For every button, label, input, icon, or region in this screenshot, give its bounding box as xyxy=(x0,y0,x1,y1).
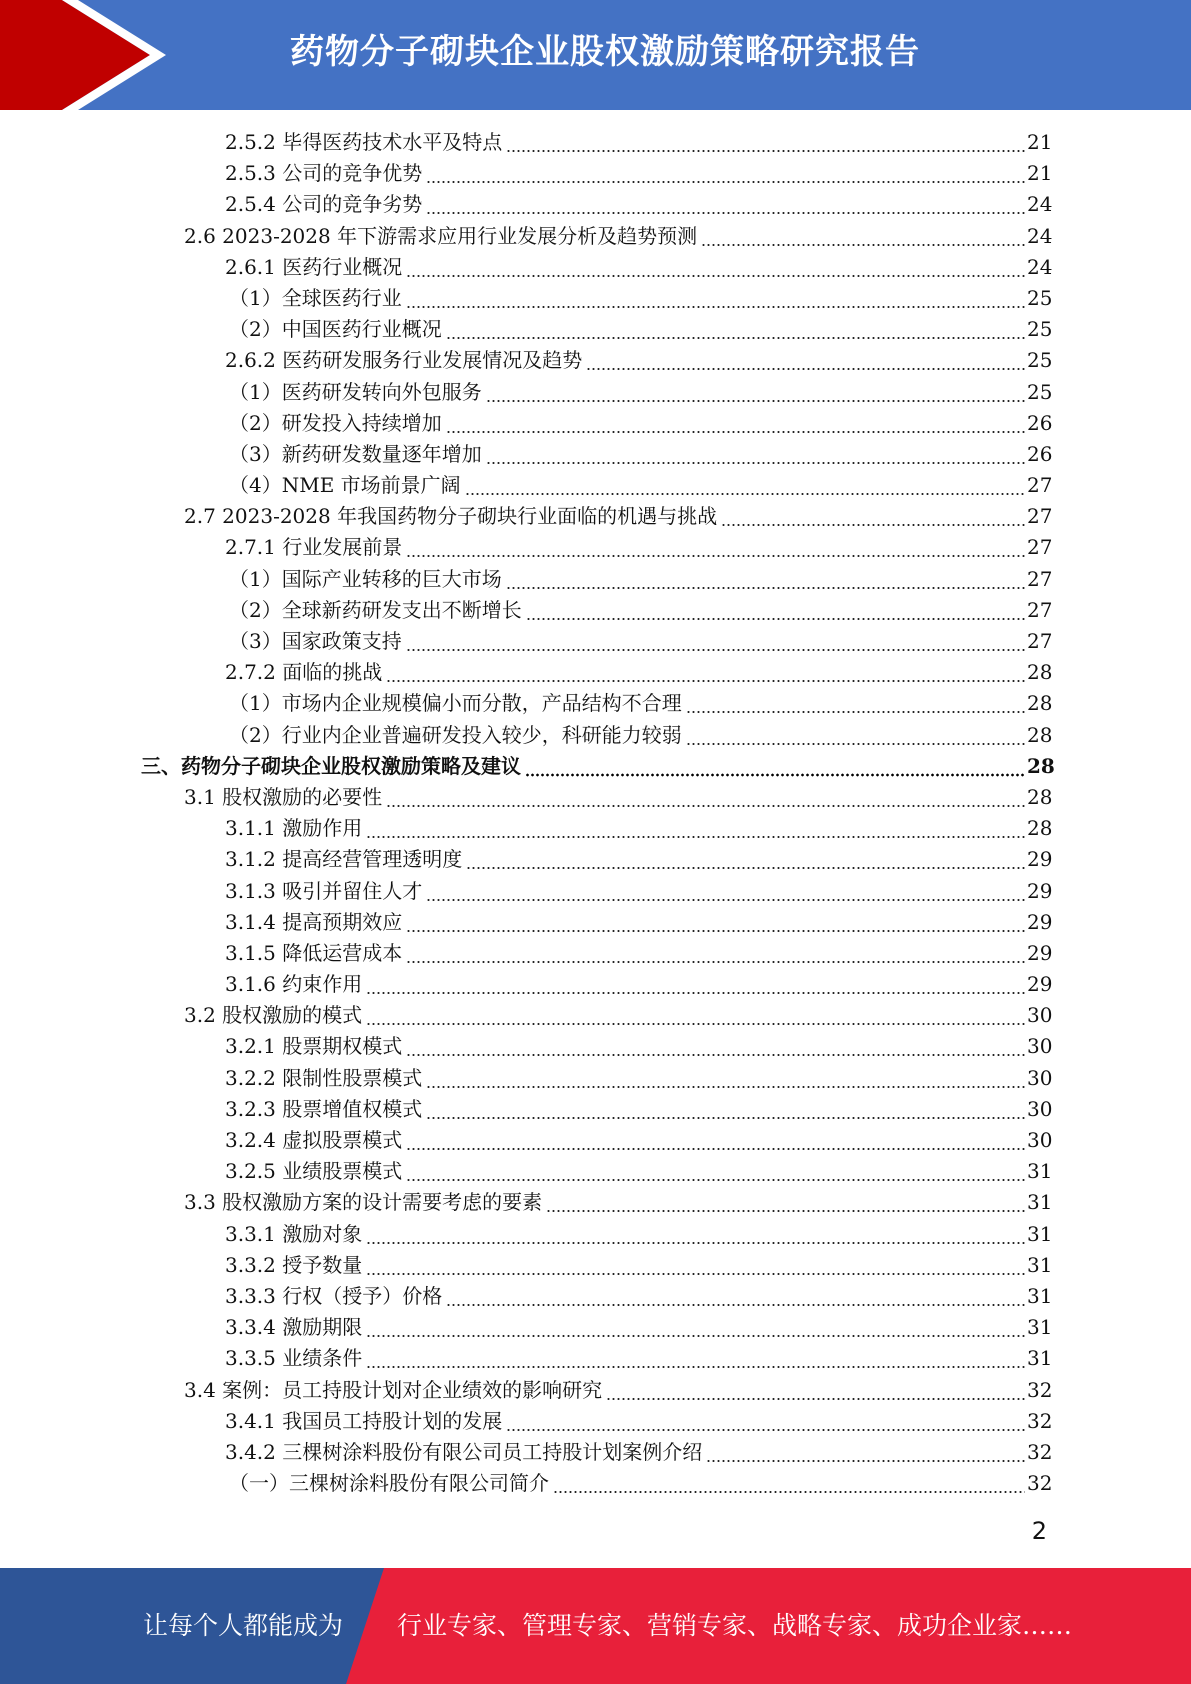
toc-entry-title: 3.1.4 提高预期效应 xyxy=(225,909,403,934)
toc-entry[interactable] xyxy=(229,1468,1053,1499)
toc-entry-page: 29 xyxy=(1027,940,1053,965)
toc-entry-page: 32 xyxy=(1027,1471,1053,1496)
toc-entry-page: 32 xyxy=(1027,1439,1053,1464)
toc-entry-page: 25 xyxy=(1027,317,1053,342)
toc-entry-title: （3）国家政策支持 xyxy=(229,629,402,653)
toc-leader-dots xyxy=(406,1031,1025,1062)
toc-entry-title: 3.1 股权激励的必要性 xyxy=(184,784,383,809)
toc-entry[interactable] xyxy=(229,626,1053,657)
toc-entry-title: 3.3.4 激励期限 xyxy=(225,1315,363,1340)
toc-leader-dots xyxy=(366,1312,1025,1343)
toc-entry-page: 29 xyxy=(1027,847,1053,872)
toc-entry-page: 31 xyxy=(1027,1346,1053,1371)
toc-leader-dots xyxy=(686,688,1025,719)
toc-entry-page: 26 xyxy=(1027,410,1053,435)
toc-entry[interactable] xyxy=(184,1187,1053,1218)
toc-entry-title: 3.1.2 提高经营管理透明度 xyxy=(225,847,463,872)
toc-leader-dots xyxy=(506,564,1025,595)
page-number: 2 xyxy=(1031,1517,1047,1545)
toc-leader-dots xyxy=(366,813,1025,844)
toc-entry-title: 三、药物分子砌块企业股权激励策略及建议 xyxy=(141,753,521,778)
toc-entry-page: 21 xyxy=(1027,130,1053,154)
toc-entry-title: （2）研发投入持续增加 xyxy=(229,410,442,435)
toc-entry-title: 3.1.6 约束作用 xyxy=(225,972,363,997)
toc-entry-title: 2.5.2 毕得医药技术水平及特点 xyxy=(225,130,503,154)
toc-entry-title: 2.7 2023-2028 年我国药物分子砌块行业面临的机遇与挑战 xyxy=(184,504,718,529)
toc-entry-title: （4）NME 市场前景广阔 xyxy=(229,473,461,498)
toc-entry[interactable] xyxy=(225,876,1053,907)
toc-leader-dots xyxy=(366,969,1025,1000)
toc-entry-title: （3）新药研发数量逐年增加 xyxy=(229,441,482,466)
toc-entry[interactable] xyxy=(225,938,1053,969)
toc-leader-dots xyxy=(506,127,1025,158)
toc-entry-page: 28 xyxy=(1027,784,1053,809)
toc-entry-page: 30 xyxy=(1027,1003,1053,1028)
toc-entry-page: 31 xyxy=(1027,1283,1053,1308)
toc-leader-dots xyxy=(426,189,1025,220)
toc-entry[interactable] xyxy=(184,1000,1053,1031)
toc-entry-page: 28 xyxy=(1027,691,1053,716)
toc-entry-title: （2）行业内企业普遍研发投入较少，科研能力较弱 xyxy=(229,722,682,747)
toc-entry-title: （1）全球医药行业 xyxy=(229,285,402,310)
toc-entry-page: 30 xyxy=(1027,1096,1053,1121)
toc-leader-dots xyxy=(386,657,1025,688)
toc-entry-page: 27 xyxy=(1027,473,1053,498)
toc-leader-dots xyxy=(486,377,1025,408)
toc-leader-dots xyxy=(446,408,1025,439)
toc-entry-title: 2.6.2 医药研发服务行业发展情况及趋势 xyxy=(225,348,583,373)
toc-entry-page: 32 xyxy=(1027,1408,1053,1433)
toc-entry[interactable] xyxy=(225,252,1053,283)
toc-entry-title: （一）三棵树涂料股份有限公司简介 xyxy=(229,1471,549,1496)
toc-entry-title: 3.1.1 激励作用 xyxy=(225,816,363,841)
toc-leader-dots xyxy=(606,1375,1025,1406)
toc-entry[interactable] xyxy=(184,1375,1053,1406)
toc-leader-dots xyxy=(465,470,1025,501)
toc-entry-title: （2）全球新药研发支出不断增长 xyxy=(229,597,522,622)
toc-entry-page: 24 xyxy=(1027,192,1053,217)
toc-leader-dots xyxy=(546,1187,1025,1218)
toc-entry[interactable] xyxy=(225,1031,1053,1062)
toc-leader-dots xyxy=(706,1437,1025,1468)
toc-entry-page: 27 xyxy=(1027,504,1053,529)
toc-entry-page: 25 xyxy=(1027,348,1053,373)
toc-entry-title: 3.3 股权激励方案的设计需要考虑的要素 xyxy=(184,1190,543,1215)
toc-entry-title: 3.2.3 股票增值权模式 xyxy=(225,1096,423,1121)
toc-entry-page: 29 xyxy=(1027,909,1053,934)
toc-entry-page: 30 xyxy=(1027,1034,1053,1059)
toc-entry[interactable] xyxy=(225,1343,1053,1374)
toc-entry[interactable] xyxy=(225,1094,1053,1125)
toc-entry[interactable] xyxy=(229,470,1053,501)
toc-entry-title: 3.2.2 限制性股票模式 xyxy=(225,1065,423,1090)
toc-leader-dots xyxy=(446,314,1025,345)
toc-entry[interactable] xyxy=(225,1281,1053,1312)
toc-entry-title: 3.4.1 我国员工持股计划的发展 xyxy=(225,1408,503,1433)
toc-entry[interactable] xyxy=(229,283,1053,314)
toc-entry[interactable] xyxy=(229,564,1053,595)
footer-slogan-right: 行业专家、管理专家、营销专家、战略专家、成功企业家…… xyxy=(397,1611,1073,1640)
toc-entry[interactable] xyxy=(229,720,1053,751)
toc-leader-dots xyxy=(525,751,1025,782)
toc-entry-title: 2.7.2 面临的挑战 xyxy=(225,660,383,685)
toc-entry-page: 29 xyxy=(1027,878,1053,903)
toc-entry-page: 27 xyxy=(1027,629,1053,653)
toc-entry-page: 25 xyxy=(1027,285,1053,310)
toc-leader-dots xyxy=(721,501,1025,532)
toc-entry[interactable] xyxy=(225,1312,1053,1343)
toc-entry-title: 3.1.3 吸引并留住人才 xyxy=(225,878,423,903)
toc-entry-page: 28 xyxy=(1027,753,1055,778)
toc-entry-title: （1）市场内企业规模偏小而分散，产品结构不合理 xyxy=(229,691,682,716)
toc-entry[interactable] xyxy=(225,1219,1053,1250)
toc-entry-page: 31 xyxy=(1027,1221,1053,1246)
toc-entry-page: 31 xyxy=(1027,1190,1053,1215)
toc-leader-dots xyxy=(466,844,1025,875)
toc-entry-title: 3.2.4 虚拟股票模式 xyxy=(225,1128,403,1152)
toc-leader-dots xyxy=(406,938,1025,969)
toc-entry[interactable] xyxy=(225,969,1053,1000)
toc-entry-page: 31 xyxy=(1027,1159,1053,1184)
toc-entry[interactable] xyxy=(229,439,1053,470)
toc-leader-dots xyxy=(526,595,1025,626)
toc-leader-dots xyxy=(426,158,1025,189)
toc-entry-page: 28 xyxy=(1027,816,1053,841)
toc-leader-dots xyxy=(426,876,1025,907)
toc-entry-page: 26 xyxy=(1027,441,1053,466)
toc-entry[interactable] xyxy=(225,1063,1053,1094)
toc-entry-title: 2.5.4 公司的竞争劣势 xyxy=(225,192,423,217)
toc-entry-title: 2.6 2023-2028 年下游需求应用行业发展分析及趋势预测 xyxy=(184,223,698,248)
page-footer xyxy=(0,1568,1191,1684)
toc-entry-page: 27 xyxy=(1027,535,1053,560)
toc-entry[interactable] xyxy=(229,408,1053,439)
table-of-contents xyxy=(0,127,1191,1499)
toc-entry-title: 3.2.1 股票期权模式 xyxy=(225,1034,403,1059)
toc-entry[interactable] xyxy=(225,158,1053,189)
toc-leader-dots xyxy=(586,345,1025,376)
toc-entry[interactable] xyxy=(225,1125,1053,1156)
toc-entry[interactable] xyxy=(184,501,1053,532)
toc-entry[interactable] xyxy=(229,314,1053,345)
toc-entry[interactable] xyxy=(225,345,1053,376)
toc-entry-title: 2.5.3 公司的竞争优势 xyxy=(225,161,423,186)
toc-entry-title: （1）医药研发转向外包服务 xyxy=(229,379,482,404)
toc-leader-dots xyxy=(366,1000,1025,1031)
toc-entry[interactable] xyxy=(225,1437,1053,1468)
toc-leader-dots xyxy=(366,1250,1025,1281)
toc-entry[interactable] xyxy=(225,907,1053,938)
toc-entry-page: 27 xyxy=(1027,597,1053,622)
toc-entry-title: 3.4.2 三棵树涂料股份有限公司员工持股计划案例介绍 xyxy=(225,1439,703,1464)
toc-entry[interactable] xyxy=(229,595,1053,626)
toc-entry[interactable] xyxy=(225,532,1053,563)
toc-entry-title: 3.3.5 业绩条件 xyxy=(225,1346,363,1371)
toc-entry-title: （2）中国医药行业概况 xyxy=(229,317,442,342)
toc-leader-dots xyxy=(406,1156,1025,1187)
toc-leader-dots xyxy=(426,1094,1025,1125)
toc-entry-page: 24 xyxy=(1027,223,1053,248)
toc-entry[interactable] xyxy=(225,844,1053,875)
toc-entry[interactable] xyxy=(225,1250,1053,1281)
toc-leader-dots xyxy=(406,626,1025,657)
report-title: 药物分子砌块企业股权激励策略研究报告 xyxy=(290,32,920,72)
toc-leader-dots xyxy=(406,1125,1025,1156)
toc-entry-page: 31 xyxy=(1027,1252,1053,1277)
toc-entry[interactable] xyxy=(225,1156,1053,1187)
toc-leader-dots xyxy=(553,1468,1025,1499)
toc-leader-dots xyxy=(406,252,1025,283)
toc-entry-page: 31 xyxy=(1027,1315,1053,1340)
toc-entry[interactable] xyxy=(225,657,1053,688)
toc-entry-page: 28 xyxy=(1027,660,1053,685)
toc-entry[interactable] xyxy=(184,221,1053,252)
toc-entry[interactable] xyxy=(225,127,1053,158)
toc-entry[interactable] xyxy=(229,688,1053,719)
toc-leader-dots xyxy=(406,907,1025,938)
toc-entry-page: 30 xyxy=(1027,1065,1053,1090)
toc-entry[interactable] xyxy=(225,813,1053,844)
toc-entry-page: 24 xyxy=(1027,254,1053,279)
toc-leader-dots xyxy=(686,720,1025,751)
toc-entry[interactable] xyxy=(229,377,1053,408)
toc-entry[interactable] xyxy=(184,782,1053,813)
toc-leader-dots xyxy=(406,283,1025,314)
toc-leader-dots xyxy=(506,1406,1025,1437)
toc-entry-page: 32 xyxy=(1027,1377,1053,1402)
toc-leader-dots xyxy=(366,1343,1025,1374)
toc-entry-page: 28 xyxy=(1027,722,1053,747)
toc-leader-dots xyxy=(406,532,1025,563)
toc-leader-dots xyxy=(426,1063,1025,1094)
toc-entry-title: 3.2 股权激励的模式 xyxy=(184,1003,363,1028)
toc-leader-dots xyxy=(386,782,1025,813)
toc-entry-title: 3.1.5 降低运营成本 xyxy=(225,940,403,965)
footer-slogan-left: 让每个人都能成为 xyxy=(143,1611,344,1640)
toc-entry-title: 3.2.5 业绩股票模式 xyxy=(225,1159,403,1184)
toc-entry-page: 25 xyxy=(1027,379,1053,404)
page-header xyxy=(0,0,1191,110)
toc-entry-title: 3.3.3 行权（授予）价格 xyxy=(225,1283,443,1308)
toc-entry-title: 2.7.1 行业发展前景 xyxy=(225,535,403,560)
toc-leader-dots xyxy=(486,439,1025,470)
toc-entry[interactable] xyxy=(141,751,1055,782)
toc-entry-page: 29 xyxy=(1027,972,1053,997)
toc-entry[interactable] xyxy=(225,189,1053,220)
toc-entry-page: 27 xyxy=(1027,566,1053,591)
toc-entry-page: 30 xyxy=(1027,1128,1053,1152)
toc-entry-title: 3.3.2 授予数量 xyxy=(225,1252,363,1277)
toc-leader-dots xyxy=(366,1219,1025,1250)
toc-entry-title: 3.3.1 激励对象 xyxy=(225,1221,363,1246)
toc-entry-title: 3.4 案例：员工持股计划对企业绩效的影响研究 xyxy=(184,1377,603,1402)
toc-leader-dots xyxy=(446,1281,1025,1312)
toc-leader-dots xyxy=(701,221,1025,252)
toc-entry-title: （1）国际产业转移的巨大市场 xyxy=(229,566,502,591)
toc-entry-title: 2.6.1 医药行业概况 xyxy=(225,254,403,279)
toc-entry-page: 21 xyxy=(1027,161,1053,186)
toc-entry[interactable] xyxy=(225,1406,1053,1437)
